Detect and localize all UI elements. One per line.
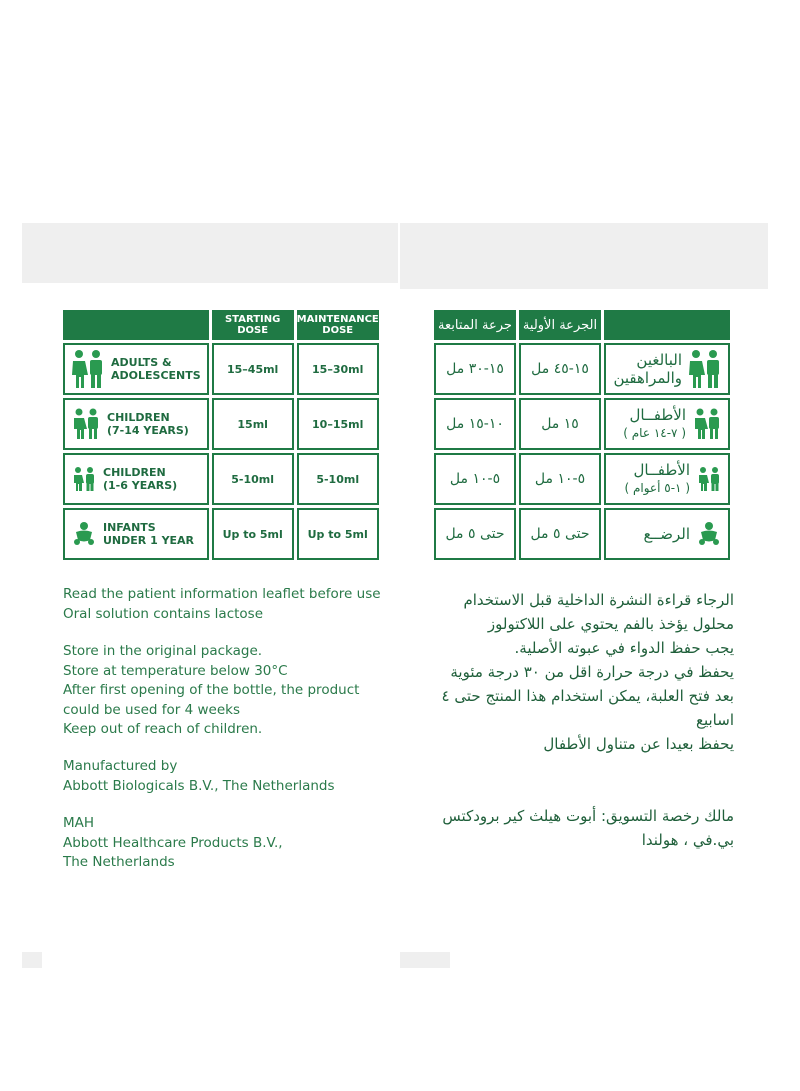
text-line: اسابيع <box>696 711 734 729</box>
text-line: محلول يؤخذ بالفم يحتوي على اللاكتولوز <box>487 615 734 633</box>
category-line-2: والمراهقين <box>613 369 682 387</box>
english-mah <box>63 814 383 873</box>
text-line: After first opening of the bottle, the product <box>63 682 360 698</box>
text-line: Abbott Biologicals B.V., The Netherlands <box>63 777 335 794</box>
table-row <box>434 508 730 560</box>
infant-icon <box>71 521 97 547</box>
starting-dose-value: ١٥ مل <box>519 398 601 450</box>
text-line: يحفظ في درجة حرارة اقل من ٣٠ درجة مئوية <box>450 663 734 681</box>
table-row <box>63 343 379 395</box>
maintenance-dose-value: حتى ٥ مل <box>434 508 516 560</box>
row-category <box>63 453 209 505</box>
table-row <box>434 343 730 395</box>
category-line-1: الأطفــال <box>629 406 686 424</box>
row-category <box>604 343 730 395</box>
text-line: الرجاء قراءة النشرة الداخلية قبل الاستخدام <box>463 591 734 609</box>
text-line: Store in the original package. <box>63 643 263 659</box>
category-line-2: UNDER 1 YEAR <box>103 534 195 547</box>
english-usage-notes <box>63 585 383 624</box>
category-line-2: (1-6 YEARS) <box>103 479 178 492</box>
top-band-left <box>22 223 398 283</box>
bottom-marker-right <box>400 952 450 968</box>
category-line-2: (7-14 YEARS) <box>107 424 189 437</box>
maintenance-dose-value: ١٠-١٥ مل <box>434 398 516 450</box>
category-line-2: ( ١-٥ أعوام ) <box>624 481 690 495</box>
adult-couple-icon <box>71 349 105 389</box>
english-storage-notes <box>63 642 383 740</box>
text-line: مالك رخصة التسويق: أبوت هيلث كير برودكتس <box>442 807 734 825</box>
starting-dose-value: 15–45ml <box>212 343 294 395</box>
row-category <box>63 398 209 450</box>
maintenance-dose-value: 10–15ml <box>297 398 379 450</box>
row-category <box>604 398 730 450</box>
text-line: يحفظ بعيدا عن متناول الأطفال <box>543 735 734 753</box>
category-line-1: CHILDREN <box>103 466 166 479</box>
category-line-2: ( ٧-١٤ عام ) <box>623 426 686 440</box>
row-category <box>63 343 209 395</box>
starting-dose-value: ١٥-٤٥ مل <box>519 343 601 395</box>
text-line: بعد فتح العلبة، يمكن استخدام هذا المنتج حتى ٤ <box>441 687 734 705</box>
row-category <box>63 508 209 560</box>
text-line: Keep out of reach of children. <box>63 721 263 737</box>
maintenance-dose-value: 15–30ml <box>297 343 379 395</box>
category-line-1: الرضــع <box>643 525 690 543</box>
row-category <box>604 508 730 560</box>
starting-dose-value: 15ml <box>212 398 294 450</box>
category-line-1: ADULTS & <box>111 356 172 369</box>
category-line-1: CHILDREN <box>107 411 170 424</box>
text-line: بي.في ، هولندا <box>641 831 734 849</box>
header-empty-cell <box>63 310 209 340</box>
category-line-1: الأطفــال <box>633 461 690 479</box>
small-child-couple-icon <box>71 466 97 492</box>
text-line: Store at temperature below 30°C <box>63 662 288 679</box>
bottom-marker-left <box>22 952 42 968</box>
child-couple-icon <box>692 408 722 440</box>
maintenance-dose-value: ١٥-٣٠ مل <box>434 343 516 395</box>
text-line: Abbott Healthcare Products B.V., <box>63 834 283 851</box>
infant-icon <box>696 521 722 547</box>
text-line: could be used for 4 weeks <box>63 701 241 718</box>
child-couple-icon <box>71 408 101 440</box>
maintenance-dose-value: ٥-١٠ مل <box>434 453 516 505</box>
header-starting-dose: STARTING DOSE <box>212 310 294 340</box>
starting-dose-value: ٥-١٠ مل <box>519 453 601 505</box>
text-line: Oral solution contains lactose <box>63 605 264 622</box>
dosage-table-arabic <box>431 307 733 563</box>
maintenance-dose-value: 5-10ml <box>297 453 379 505</box>
table-row <box>63 398 379 450</box>
dosage-table-english <box>60 307 382 563</box>
text-line: يجب حفظ الدواء في عبوته الأصلية. <box>514 639 734 657</box>
header-starting-dose: الجرعة الأولية <box>519 310 601 340</box>
category-line-2: ADOLESCENTS <box>111 369 201 382</box>
text-line: Manufactured by <box>63 758 178 774</box>
english-manufacturer <box>63 757 383 796</box>
table-row <box>63 453 379 505</box>
row-category <box>604 453 730 505</box>
small-child-couple-icon <box>696 466 722 492</box>
header-maintenance-dose: MAINTENANCE DOSE <box>297 310 379 340</box>
table-row <box>63 508 379 560</box>
starting-dose-value: 5-10ml <box>212 453 294 505</box>
table-row <box>434 398 730 450</box>
maintenance-dose-value: Up to 5ml <box>297 508 379 560</box>
text-line: Read the patient information leaflet before use <box>63 586 381 602</box>
text-line: MAH <box>63 815 95 831</box>
adult-couple-icon <box>688 349 722 389</box>
header-empty-cell <box>604 310 730 340</box>
table-row <box>434 453 730 505</box>
category-line-1: البالغين <box>636 351 682 369</box>
arabic-mah <box>404 804 734 852</box>
text-line: The Netherlands <box>63 854 175 870</box>
starting-dose-value: Up to 5ml <box>212 508 294 560</box>
category-line-1: INFANTS <box>103 521 156 534</box>
starting-dose-value: حتى ٥ مل <box>519 508 601 560</box>
top-band-right <box>400 223 768 289</box>
arabic-instructions <box>404 588 734 756</box>
header-maintenance-dose: جرعة المتابعة <box>434 310 516 340</box>
